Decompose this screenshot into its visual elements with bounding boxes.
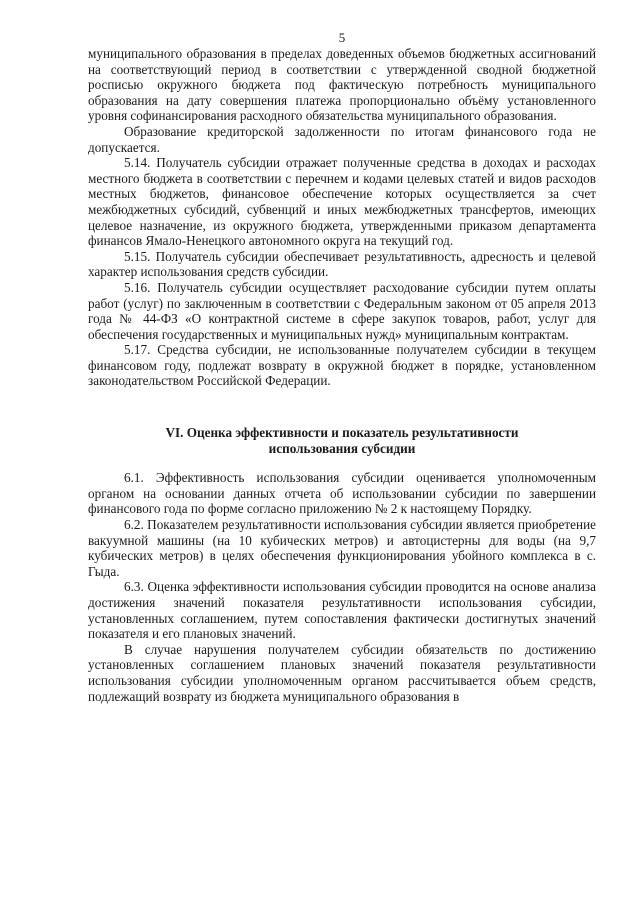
paragraph-5-14: 5.14. Получатель субсидии отражает полученные средства в доходах и расходах местного бюджета в соответствии с перечнем и кодами целевых статей и видов расходов местных бюджетов, финансовое обеспечение которых осуществляется за счет межбюджетных субсидий, субвенций и иных межбюджетных трансфертов, имеющих целевое назначение, из окружного бюджета, утвержденными приказом департамента финансов Ямало-Ненецкого автономного округа на текущий год. xyxy=(88,155,596,249)
paragraph-violation: В случае нарушения получателем субсидии обязательств по достижению установленных соглашением плановых значений показателя результативности использования субсидии уполномоченным органом рассчитывается объем средств, подлежащий возврату из бюджета муниципального образования в xyxy=(88,641,596,704)
paragraph-creditor-debt: Образование кредиторской задолженности по итогам финансового года не допускается. xyxy=(88,123,596,155)
paragraph-continuation: муниципального образования в пределах доведенных объемов бюджетных ассигнований на соответствующий период в соответствии с утвержденной сводной бюджетной росписью окружного бюджета под фактическую потребность муниципального образования на дату совершения платежа пропорционально объёму установленного уровня софинансирования расходного обязательства муниципального образования. xyxy=(88,46,596,124)
paragraph-5-17: 5.17. Средства субсидии, не использованные получателем субсидии в текущем финансовом году, подлежат возврату в окружной бюджет в порядке, установленном законодательством Российской Федерации. xyxy=(88,342,596,389)
paragraph-5-15: 5.15. Получатель субсидии обеспечивает результативность, адресность и целевой характер использования средств субсидии. xyxy=(88,248,596,280)
section-heading-line2: использования субсидии xyxy=(268,440,416,456)
paragraph-5-16: 5.16. Получатель субсидии осуществляет расходование субсидии путем оплаты работ (услуг) по заключенным в соответствии с Федеральным законом от 05 апреля 2013 года № 44-ФЗ «О контрактной системе в сфере закупок товаров, работ, услуг для обеспечения государственных и муниципальных нужд» муниципальным контрактам. xyxy=(88,279,596,342)
paragraph-6-1: 6.1. Эффективность использования субсидии оценивается уполномоченным органом на основании данных отчета об использовании субсидии по завершении финансового года по форме согласно приложению № 2 к настоящему Порядку. xyxy=(88,470,596,517)
paragraph-6-3: 6.3. Оценка эффективности использования субсидии проводится на основе анализа достижения значений показателя результативности использования субсидии, установленных соглашением, путем сопоставления фактически достигнутых значений показателя и его плановых значений. xyxy=(88,579,596,642)
document-page xyxy=(88,0,596,905)
paragraph-6-2: 6.2. Показателем результативности использования субсидии является приобретение вакуумной машины (на 10 кубических метров) и автоцистерны для воды (на 9,7 кубических метров) в целях обеспечения функционирования убойного комплекса в с. Гыда. xyxy=(88,517,596,579)
document-body xyxy=(88,46,596,704)
section-heading xyxy=(88,425,596,456)
section-heading-line1: VI. Оценка эффективности и показатель результативности xyxy=(165,425,519,441)
page-number: 5 xyxy=(338,30,346,45)
